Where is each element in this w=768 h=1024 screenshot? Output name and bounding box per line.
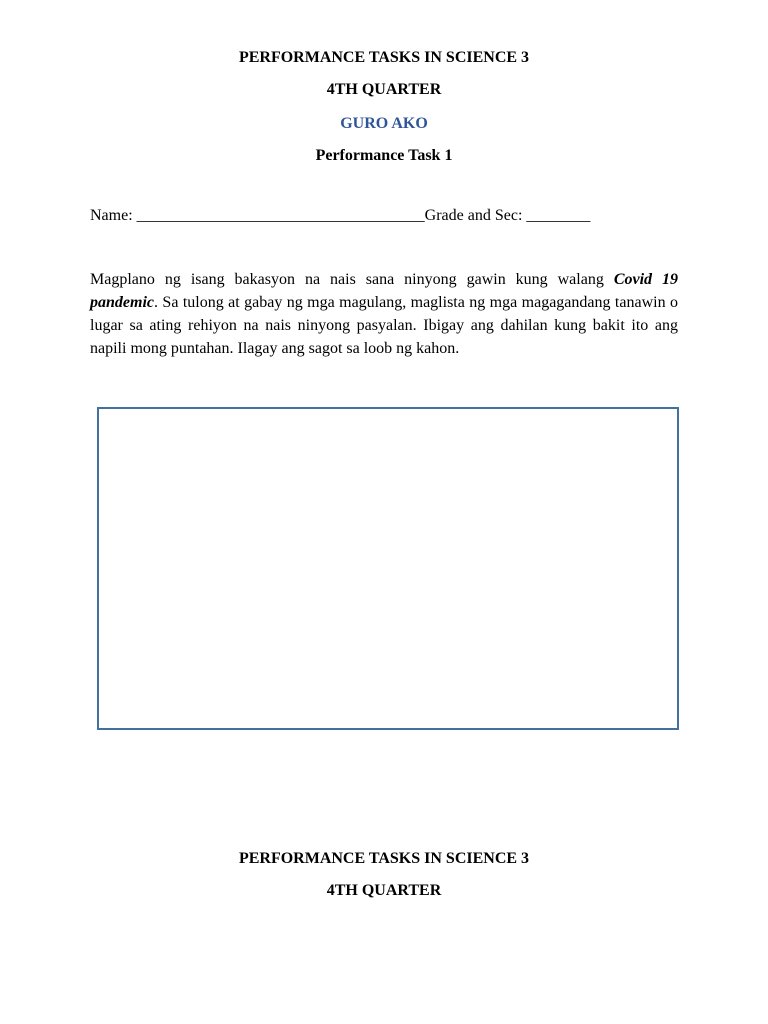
instructions-paragraph bbox=[90, 268, 678, 360]
instructions-text-part1: Magplano ng isang bakasyon na nais sana ninyong gawin kung walang bbox=[90, 271, 614, 288]
instructions-emphasis: Covid 19 pandemic bbox=[90, 271, 679, 311]
name-blank[interactable]: ____________________________________ bbox=[136, 207, 425, 224]
next-page-title: PERFORMANCE TASKS IN SCIENCE 3 bbox=[238, 850, 530, 867]
grade-blank[interactable]: ________ bbox=[526, 207, 591, 224]
author-label: GURO AKO bbox=[340, 115, 428, 132]
answer-box[interactable] bbox=[97, 407, 679, 730]
grade-label: Grade and Sec: bbox=[424, 207, 523, 224]
task-label: Performance Task 1 bbox=[315, 147, 453, 164]
instructions-text-part2: . Sa tulong at gabay ng mga magulang, maglista ng mga magagandang tanawin o lugar sa ating rehiyon na nais ninyong pasyalan. Ibigay ang dahilan kung bakit ito ang napili mong puntahan. Ilagay ang sagot sa loob ng kahon. bbox=[90, 294, 678, 357]
next-page-quarter: 4TH QUARTER bbox=[326, 882, 442, 899]
worksheet-title: PERFORMANCE TASKS IN SCIENCE 3 bbox=[238, 49, 530, 66]
name-label: Name: bbox=[90, 207, 133, 224]
quarter-label: 4TH QUARTER bbox=[326, 81, 442, 98]
student-info-line bbox=[90, 206, 590, 226]
